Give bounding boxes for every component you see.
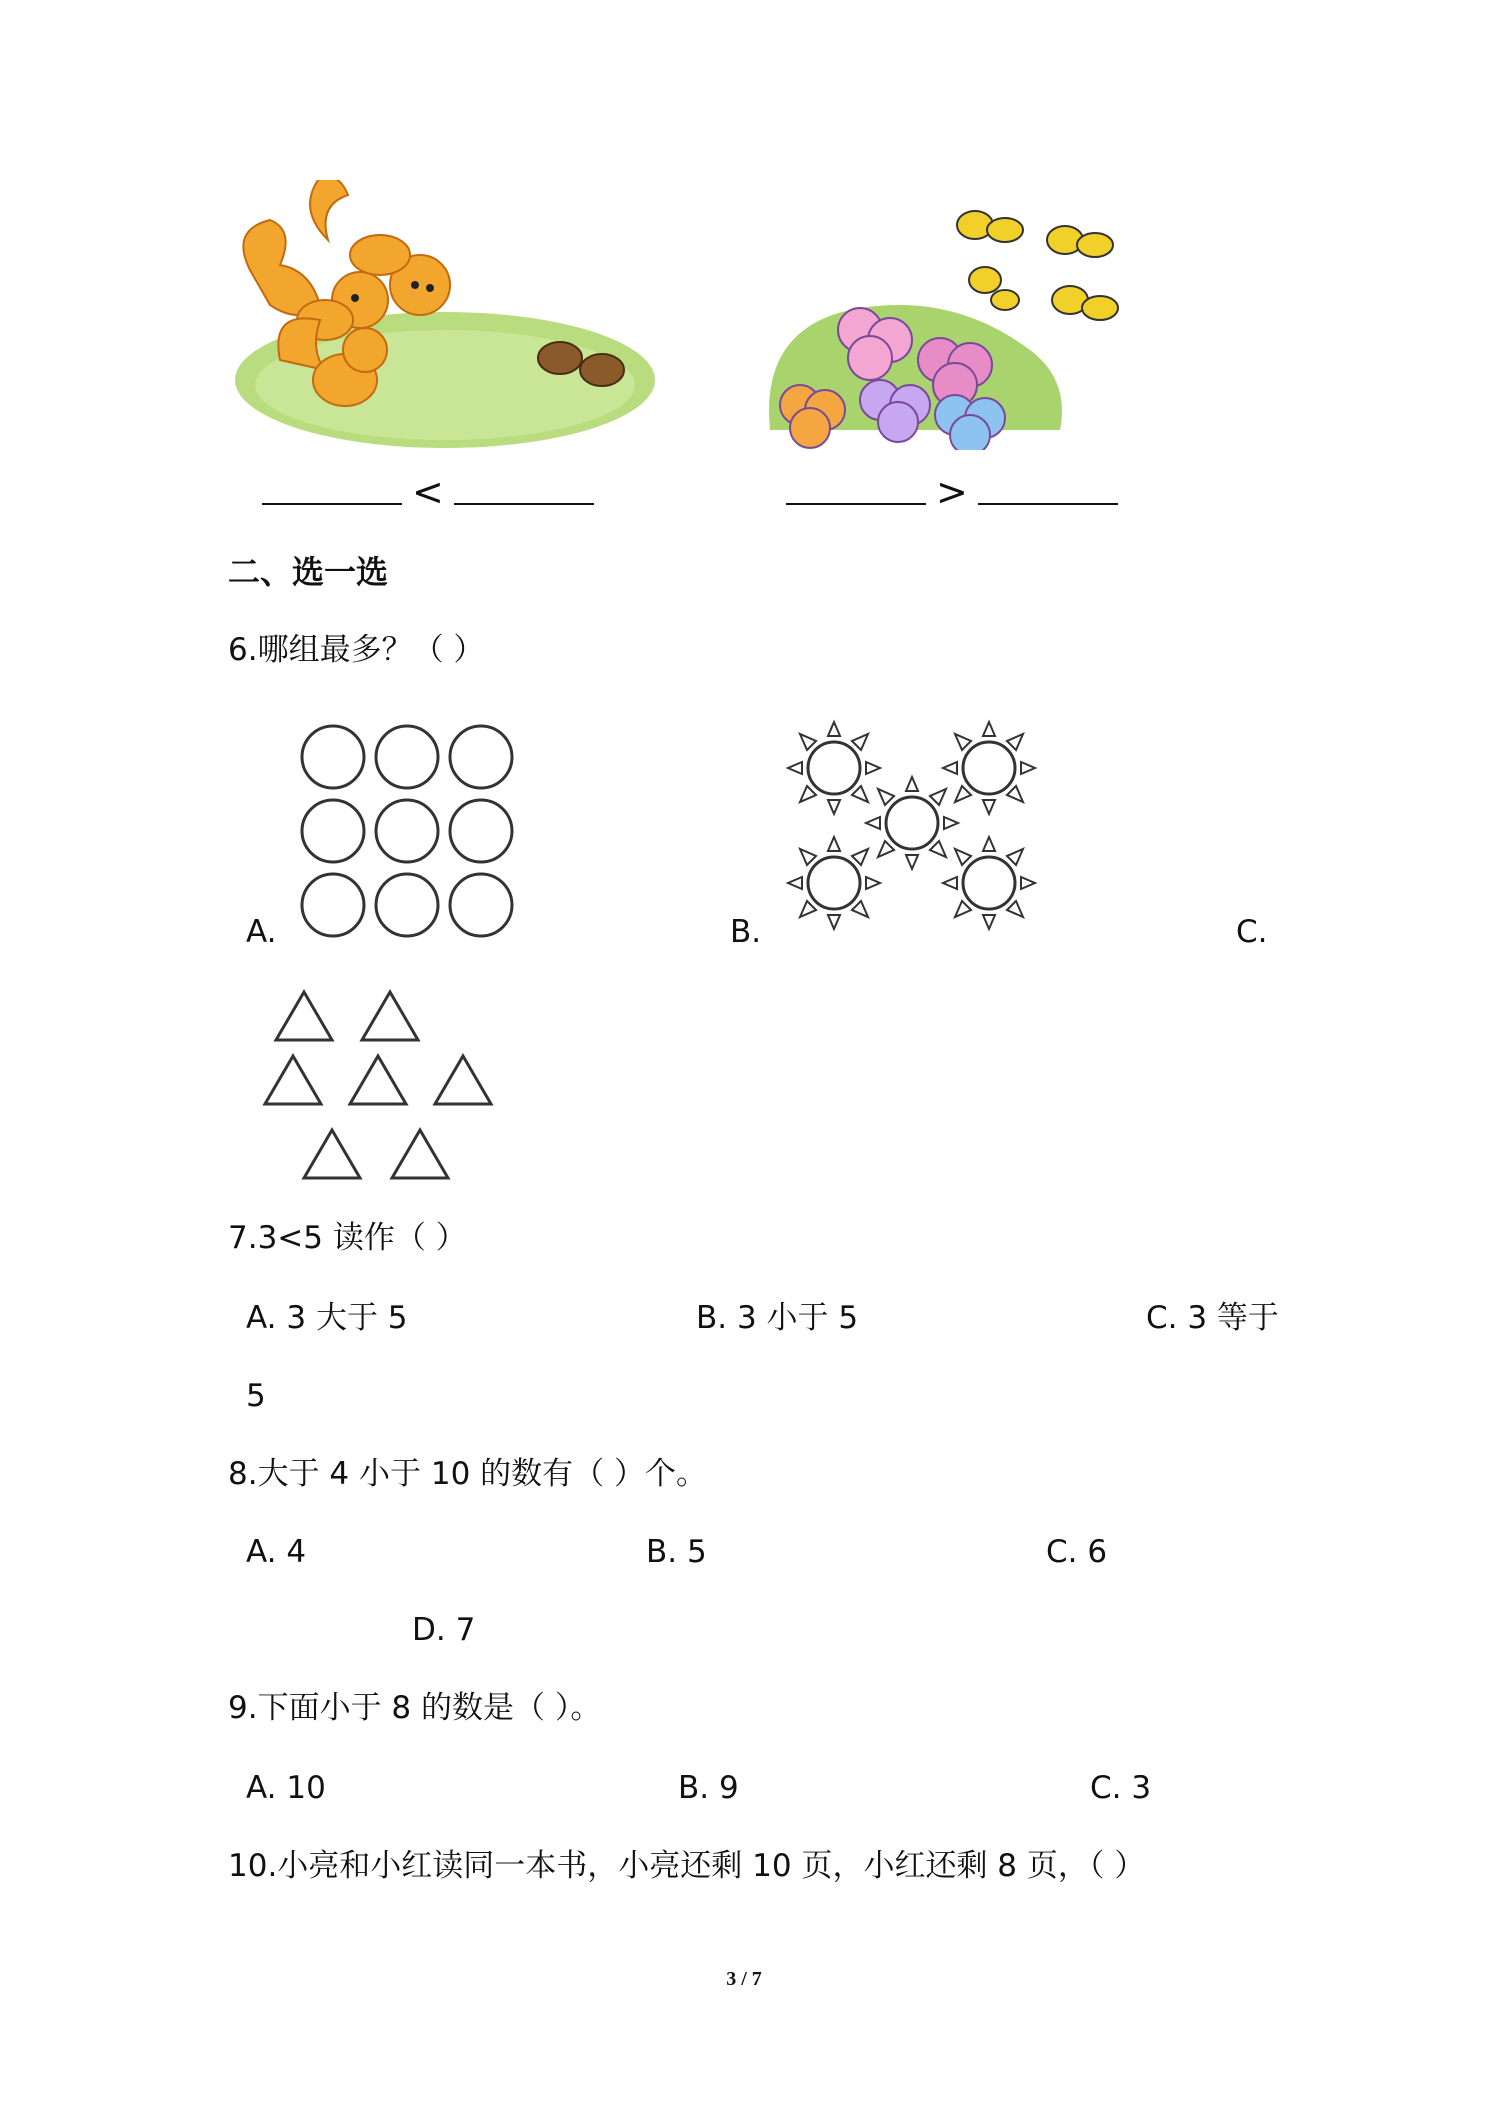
q7-option-c[interactable]: C. 3 等于 [1146,1300,1279,1336]
circles-group [298,722,516,940]
q9-stem: 9.下面小于 8 的数是（ ）。 [228,1690,602,1726]
bees-flowers-illustration [760,200,1180,450]
q8-option-c[interactable]: C. 6 [1046,1534,1108,1570]
q7-option-a[interactable]: A. 3 大于 5 [246,1300,408,1336]
q6-stem: 6.哪组最多？（ ） [228,632,485,668]
squirrels-illustration [230,180,660,450]
q6-option-b[interactable]: B. [730,914,762,950]
triangles-group [260,984,500,1184]
blank-3[interactable] [786,473,926,505]
q8-option-b[interactable]: B. 5 [646,1534,707,1570]
compare-left [262,472,594,515]
section-heading: 二、选一选 [228,553,389,591]
page-number: 3 / 7 [726,1968,762,1990]
blank-4[interactable] [978,473,1118,505]
q9-option-b[interactable]: B. 9 [678,1770,739,1806]
q8-option-d[interactable]: D. 7 [412,1612,476,1648]
q7-stem: 7.3<5 读作（ ） [228,1220,467,1256]
q8-option-a[interactable]: A. 4 [246,1534,307,1570]
blank-1[interactable] [262,473,402,505]
greater-than-symbol: > [936,470,968,514]
q7-option-c-wrap: 5 [246,1378,266,1414]
less-than-symbol: < [412,470,444,514]
q8-stem: 8.大于 4 小于 10 的数有（ ）个。 [228,1456,708,1492]
q7-option-b[interactable]: B. 3 小于 5 [696,1300,859,1336]
q9-option-a[interactable]: A. 10 [246,1770,326,1806]
q6-option-c[interactable]: C. [1236,914,1268,950]
blank-2[interactable] [454,473,594,505]
q6-option-a[interactable]: A. [246,914,277,950]
q10-stem: 10.小亮和小红读同一本书，小亮还剩 10 页，小红还剩 8 页，（ ） [228,1848,1146,1884]
suns-group [784,718,1044,938]
compare-right [786,472,1118,515]
q9-option-c[interactable]: C. 3 [1090,1770,1152,1806]
